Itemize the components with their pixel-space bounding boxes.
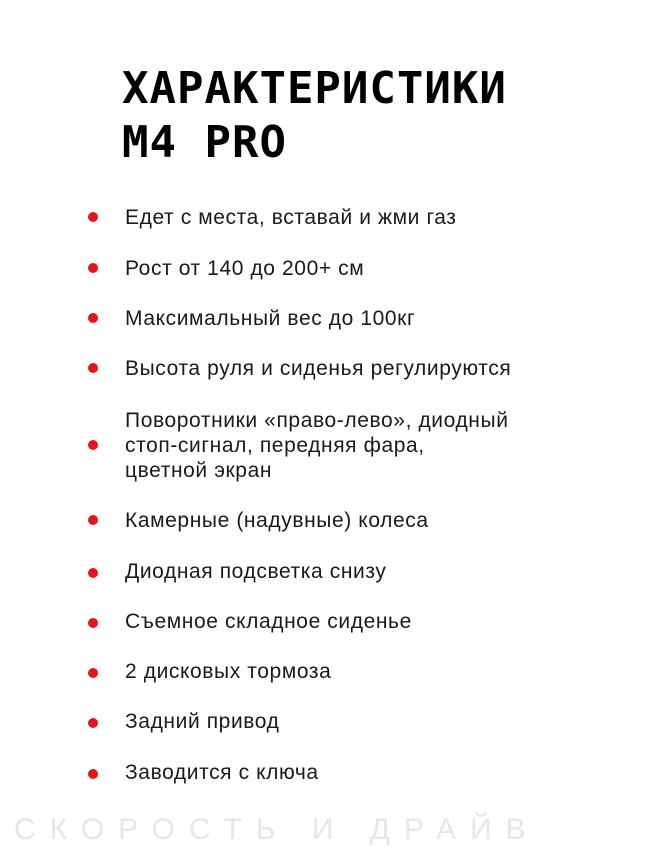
item-text: Рост от 140 до 200+ см — [125, 257, 365, 280]
bullet-icon — [88, 718, 98, 728]
title-line-2: M4 PRO — [122, 117, 287, 168]
item-text: Съемное складное сиденье — [125, 610, 412, 633]
page-title — [122, 62, 507, 170]
item-text: Поворотники «право-лево», диодный стоп-сигнал, передняя фара, цветной экран — [125, 409, 509, 482]
bullet-icon — [88, 313, 98, 323]
bullet-icon — [88, 363, 98, 373]
title-line-1: ХАРАКТЕРИСТИКИ — [122, 63, 507, 114]
item-text: 2 дисковых тормоза — [125, 660, 332, 683]
bullet-icon — [88, 769, 98, 779]
item-text: Едет с места, вставай и жми газ — [125, 206, 457, 229]
item-text: Заводится с ключа — [125, 761, 319, 784]
bullet-icon — [88, 440, 98, 450]
item-text: Диодная подсветка снизу — [125, 560, 387, 583]
bullet-icon — [88, 212, 98, 222]
bullet-icon — [88, 668, 98, 678]
bullet-icon — [88, 263, 98, 273]
item-text: Камерные (надувные) колеса — [125, 509, 429, 532]
item-text: Высота руля и сиденья регулируются — [125, 357, 512, 380]
bullet-icon — [88, 515, 98, 525]
item-text: Задний привод — [125, 710, 280, 733]
item-text: Максимальный вес до 100кг — [125, 307, 416, 330]
watermark: СКОРОСТЬ И ДРАЙВ — [14, 813, 540, 846]
bullet-icon — [88, 618, 98, 628]
bullet-icon — [88, 568, 98, 578]
